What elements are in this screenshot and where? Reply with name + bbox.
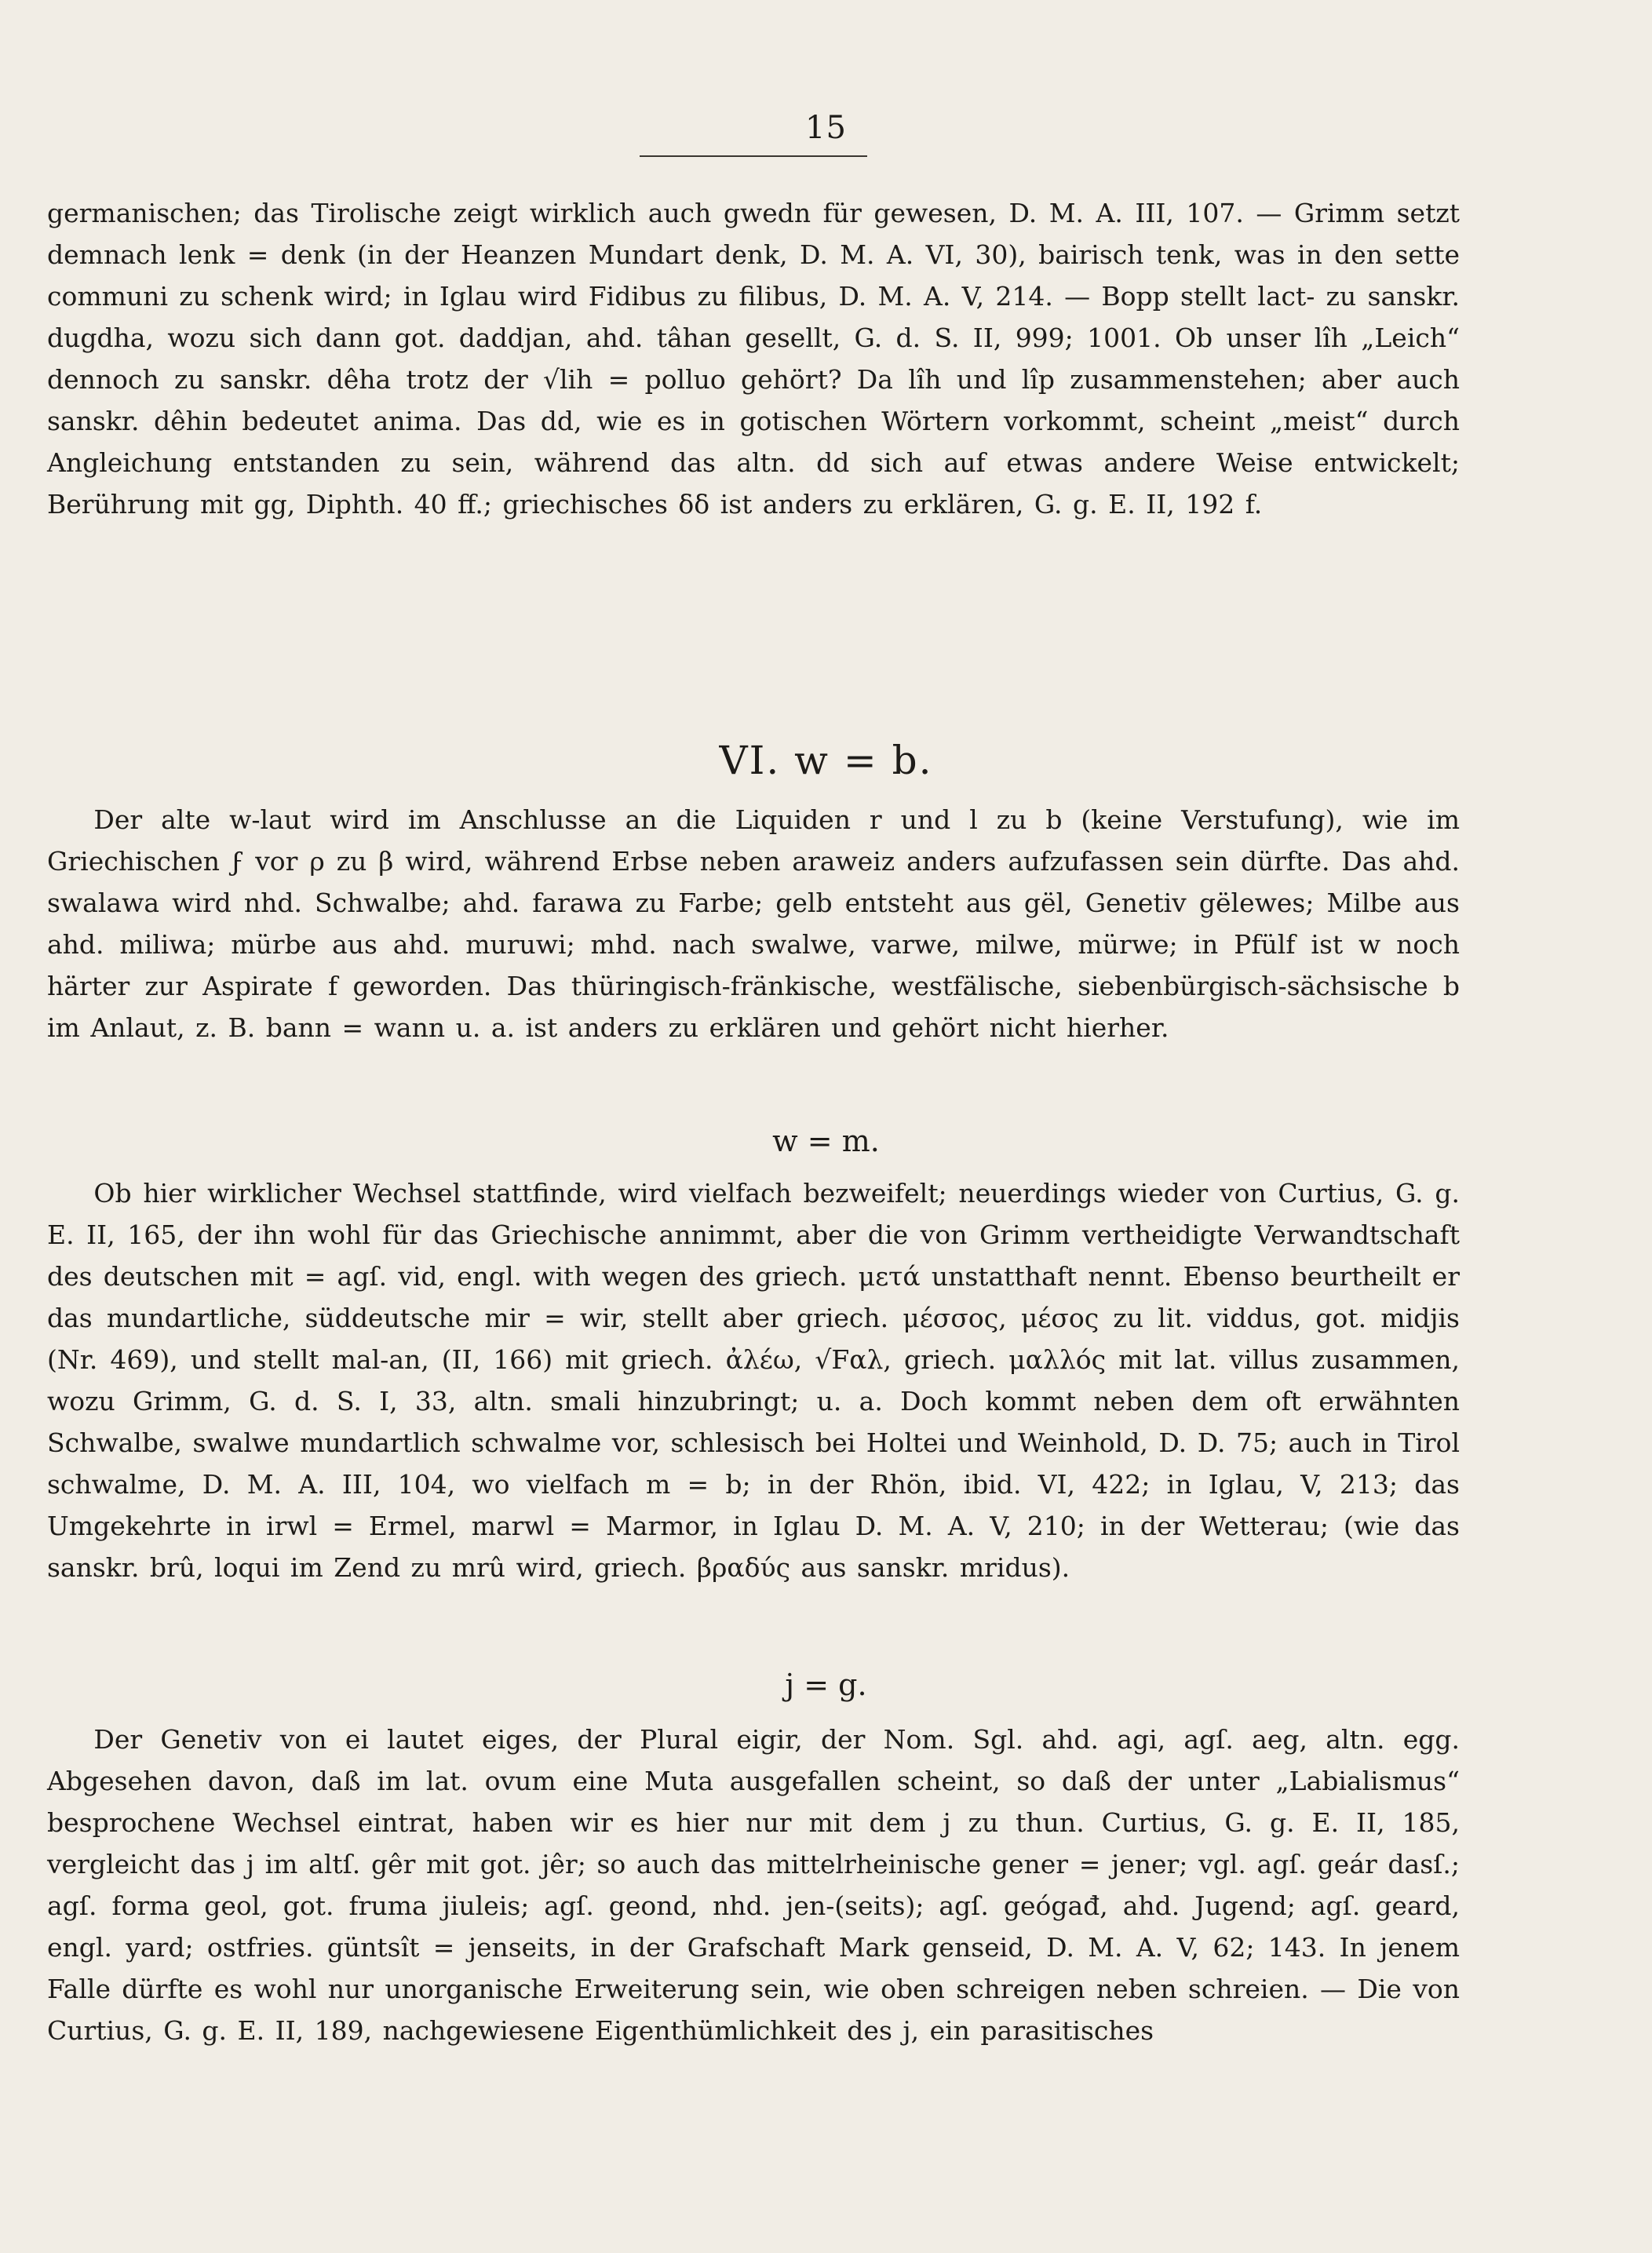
section-heading-j-g: j = g. [785, 1668, 867, 1702]
header-rule [640, 155, 867, 157]
text-block-1 [47, 192, 1460, 525]
page-number: 15 [805, 110, 847, 146]
paragraph-germanic-dd: germanischen; das Tirolische zeigt wirklich auch gwedn für gewesen, D. M. A. III, 107. — Grimm setzt demnach lenk = denk (in der Heanzen Mundart denk, D. M. A. VI, 30), bairisch tenk, was in den sette communi zu schenk wird; in Iglau wird Fidibus zu filibus, D. M. A. V, 214. — Bopp stellt lact- zu sanskr. dugdha, wozu sich dann got. daddjan, ahd. tâhan gesellt, G. d. S. II, 999; 1001. Ob unser lîh „Leich“ dennoch zu sanskr. dêha trotz der √lih = polluo gehört? Da lîh und lîp zusammenstehen; aber auch sanskr. dêhin bedeutet anima. Das dd, wie es in gotischen Wörtern vorkommt, scheint „meist“ durch Angleichung entstanden zu sein, während das altn. dd sich auf etwas andere Weise entwickelt; Berührung mit gg, Diphth. 40 ff.; griechisches δδ ist anders zu erklären, G. g. E. II, 192 f. [47, 198, 1460, 520]
text-block-w-m [47, 1172, 1460, 1588]
paragraph-w-b: Der alte w-laut wird im Anschlusse an die Liquiden r und l zu b (keine Verstufung), wie im Griechischen ϝ vor ρ zu β wird, während Erbse neben araweiz anders aufzufassen sein dürfte. Das ahd. swalawa wird nhd. Schwalbe; ahd. farawa zu Farbe; gelb entsteht aus gël, Genetiv gëlewes; Milbe aus ahd. miliwa; mürbe aus ahd. muruwi; mhd. nach swalwe, varwe, milwe, mürwe; in Pfülf ist w noch härter zur Aspirate f geworden. Das thüringisch-fränkische, westfälische, siebenbürgisch-sächsische b im Anlaut, z. B. bann = wann u. a. ist anders zu erklären und gehört nicht hierher. [47, 804, 1460, 1043]
paragraph-w-m: Ob hier wirklicher Wechsel stattfinde, wird vielfach bezweifelt; neuerdings wieder von Curtius, G. g. E. II, 165, der ihn wohl für das Griechische annimmt, aber die von Grimm vertheidigte Verwandtschaft des deutschen mit = agſ. vid, engl. with wegen des griech. μετά unstatthaft nennt. Ebenso beurtheilt er das mundartliche, süddeutsche mir = wir, stellt aber griech. μέσσος, μέσος zu lit. viddus, got. midjis (Nr. 469), und stellt mal-an, (II, 166) mit griech. ἀλέω, √Fαλ, griech. μαλλός mit lat. villus zusammen, wozu Grimm, G. d. S. I, 33, altn. smali hinzubringt; u. a. Doch kommt neben dem oft erwähnten Schwalbe, swalwe mundartlich schwalme vor, schlesisch bei Holtei und Weinhold, D. D. 75; auch in Tirol schwalme, D. M. A. III, 104, wo vielfach m = b; in der Rhön, ibid. VI, 422; in Iglau, V, 213; das Umgekehrte in irwl = Ermel, marwl = Marmor, in Iglau D. M. A. V, 210; in der Wetterau; (wie das sanskr. brû, loqui im Zend zu mrû wird, griech. βραδύς aus sanskr. mridus). [47, 1178, 1460, 1583]
paragraph-j-g: Der Genetiv von ei lautet eiges, der Plural eigir, der Nom. Sgl. ahd. agi, agſ. aeg, altn. egg. Abgesehen davon, daß im lat. ovum eine Muta ausgefallen scheint, so daß der unter „Labialismus“ besprochene Wechsel eintrat, haben wir es hier nur mit dem j zu thun. Curtius, G. g. E. II, 185, vergleicht das j im altſ. gêr mit got. jêr; so auch das mittelrheinische gener = jener; vgl. agſ. geár dasſ.; agſ. forma geol, got. fruma jiuleis; agſ. geond, nhd. jen-(seits); agſ. geógađ, ahd. Jugend; agſ. geard, engl. yard; ostfries. güntsît = jenseits, in der Grafschaft Mark genseid, D. M. A. V, 62; 143. In jenem Falle dürfte es wohl nur unorganische Erweiterung sein, wie oben schreigen neben schreien. — Die von Curtius, G. g. E. II, 189, nachgewiesene Eigenthümlichkeit des j, ein parasitisches [47, 1724, 1460, 2046]
text-block-vi [47, 799, 1460, 1048]
section-heading-vi: VI. w = b. [719, 738, 933, 783]
section-heading-w-m: w = m. [772, 1124, 880, 1158]
text-block-j-g [47, 1719, 1460, 2051]
